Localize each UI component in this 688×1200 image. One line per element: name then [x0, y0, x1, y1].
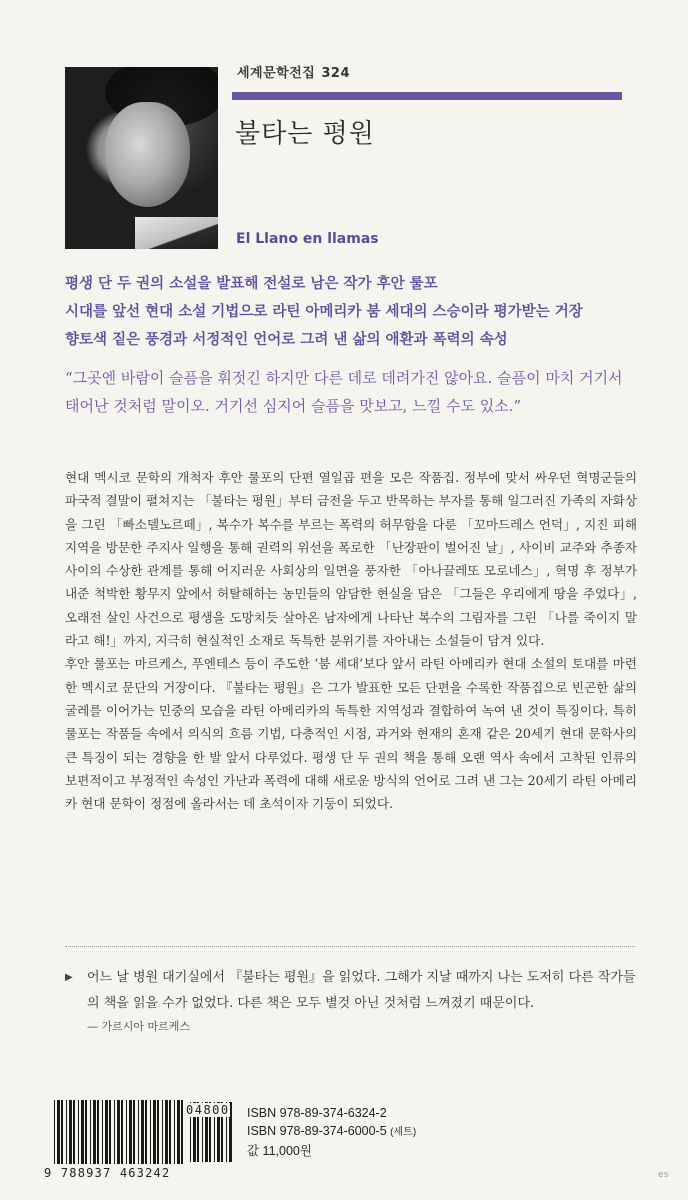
set-label: (세트) [390, 1127, 417, 1138]
barcode-bar [153, 1100, 156, 1164]
original-title: El Llano en llamas [236, 231, 379, 247]
barcode-bar [117, 1100, 120, 1164]
triangle-bullet-icon: ▶ [65, 972, 73, 983]
price: 값 11,000원 [247, 1144, 312, 1158]
isbn-block [247, 1104, 416, 1160]
isbn-line: ISBN 978-89-374-6000-5 [247, 1124, 387, 1138]
author-photo [65, 67, 218, 249]
barcode-bar [90, 1100, 91, 1164]
barcode-bar [181, 1100, 183, 1164]
photo-face [105, 102, 190, 207]
isbn-set-line [247, 1122, 416, 1142]
barcode-bar [133, 1100, 135, 1164]
barcode-bar [150, 1100, 151, 1164]
barcode-bar [78, 1100, 79, 1164]
highlight-line: 시대를 앞선 현대 소설 기법으로 라틴 아메리카 붐 세대의 스승이라 평가받는 거장 [65, 304, 583, 320]
barcode-bar [138, 1100, 139, 1164]
section-divider [65, 946, 635, 947]
barcode-bar [102, 1100, 103, 1164]
review-blurb [65, 965, 637, 1037]
barcode-bar [141, 1100, 144, 1164]
addon-digits: 04800 [186, 1103, 230, 1117]
barcode-bar [121, 1100, 123, 1164]
photo-collar [135, 217, 218, 249]
barcode-bar [93, 1100, 96, 1164]
blurb-text: 어느 날 병원 대기실에서 『불타는 평원』을 읽었다. 그해가 지날 때까지 나는 도저히 다른 작가들의 책을 읽을 수가 없었다. 다른 책은 모두 별것 아닌 것처럼 느껴졌기 때문이다. [87, 970, 636, 1011]
book-title: 불타는 평원 [235, 119, 375, 149]
blurb-author: — 가르시아 마르케스 [87, 1020, 191, 1033]
highlight-line: 향토색 짙은 풍경과 서정적인 언어로 그려 낸 삶의 애환과 폭력의 속성 [65, 332, 508, 348]
barcode-digits: 9 788937 463242 [44, 1166, 171, 1180]
barcode-bar [54, 1100, 55, 1164]
barcode-bar [69, 1100, 72, 1164]
description-paragraph: 현대 멕시코 문학의 개척자 후안 룰포의 단편 열일곱 편을 모은 작품집. 정부에 맞서 싸우던 혁명군들의 파국적 결말이 펼쳐지는 「불타는 평원」부터 금전을 두고 반목하는 부자를 통해 일그러진 가족의 자화상을 그린 「빠소델노르떼」, 복수가 복수를 부르는 폭력의 허무함을 다룬 「꼬마드레스 언덕」, 지진 피해 지역을 방문한 주지사 일행을 통해 권력의 위선을 폭로한 「난장판이 벌어진 날」, 사이비 교주와 추종자 사이의 수상한 관계를 통해 어지러운 사회상의 일면을 풍자한 「아나끌레또 모로네스」, 혁명 후 정부가 내준 척박한 황무지 앞에서 허탈해하는 농민들의 암담한 현실을 담은 「그들은 우리에게 땅을 주었다」, 오래전 살인 사건으로 평생을 도망치듯 살아온 남자에게 나타난 복수의 그림자를 그린 「나를 죽이지 말라고 해!」까지, 지극히 현실적인 소재로 독특한 분위기를 자아내는 소설들이 담겨 있다. [65, 470, 638, 649]
barcode-bar [174, 1100, 175, 1164]
barcode-bar [157, 1100, 159, 1164]
barcode-bar [73, 1100, 75, 1164]
barcode-bar [81, 1100, 84, 1164]
barcode-bar [177, 1100, 180, 1164]
featured-quote: “그곳엔 바람이 슬픔을 휘젓긴 하지만 다른 데로 데려가진 않아요. 슬픔이 마치 거기서 태어난 것처럼 말이오. 거기선 심지어 슬픔을 맛보고, 느낄 수도 있소.” [65, 369, 623, 415]
barcode-bar [66, 1100, 67, 1164]
book-description [65, 466, 637, 815]
title-accent-bar [232, 92, 622, 100]
barcode-bar [97, 1100, 99, 1164]
barcode-bar [162, 1100, 163, 1164]
barcode-bar [169, 1100, 171, 1164]
barcode-bar [165, 1100, 168, 1164]
corner-mark: es [658, 1170, 669, 1180]
barcode-bar [129, 1100, 132, 1164]
series-name: 세계문학전집 [237, 66, 316, 81]
barcode-bar [126, 1100, 127, 1164]
barcode-bar [61, 1100, 63, 1164]
series-label [237, 62, 350, 81]
description-paragraph: 후안 룰포는 마르케스, 푸엔테스 등이 주도한 ‘붐 세대’보다 앞서 라틴 아메리카 현대 소설의 토대를 마련한 멕시코 문단의 거장이다. 『불타는 평원』은 그가 발표한 모든 단편을 수록한 작품집으로 빈곤한 삶의 굴레를 이어가는 민중의 모습을 라틴 아메리카의 독특한 지역성과 결합하여 녹여 낸 것이 특징이다. 특히 룰포는 작품들 속에서 의식의 흐름 기법, 다층적인 시점, 과거와 현재의 혼재 같은 20세기 현대 문학사의 큰 특징이 되는 경향을 한 발 앞서 다루었다. 평생 단 두 권의 책을 통해 오랜 역사 속에서 고착된 인류의 보편적이고 부정적인 속성인 가난과 폭력에 대해 새로운 방식의 언어로 그려 낸 그는 20세기 라틴 아메리카 현대 문학이 정점에 올라서는 데 초석이자 기둥이 되었다. [65, 656, 637, 812]
barcode-bar [145, 1100, 147, 1164]
barcode-bar [109, 1100, 111, 1164]
barcode-bar [114, 1100, 115, 1164]
barcode-bar [105, 1100, 108, 1164]
barcode-bar [57, 1100, 60, 1164]
series-number: 324 [321, 66, 350, 81]
highlight-line: 평생 단 두 권의 소설을 발표해 전설로 남은 작가 후안 룰포 [65, 276, 438, 292]
highlights [65, 270, 635, 354]
barcode-bar [85, 1100, 87, 1164]
isbn-line: ISBN 978-89-374-6324-2 [247, 1106, 387, 1120]
